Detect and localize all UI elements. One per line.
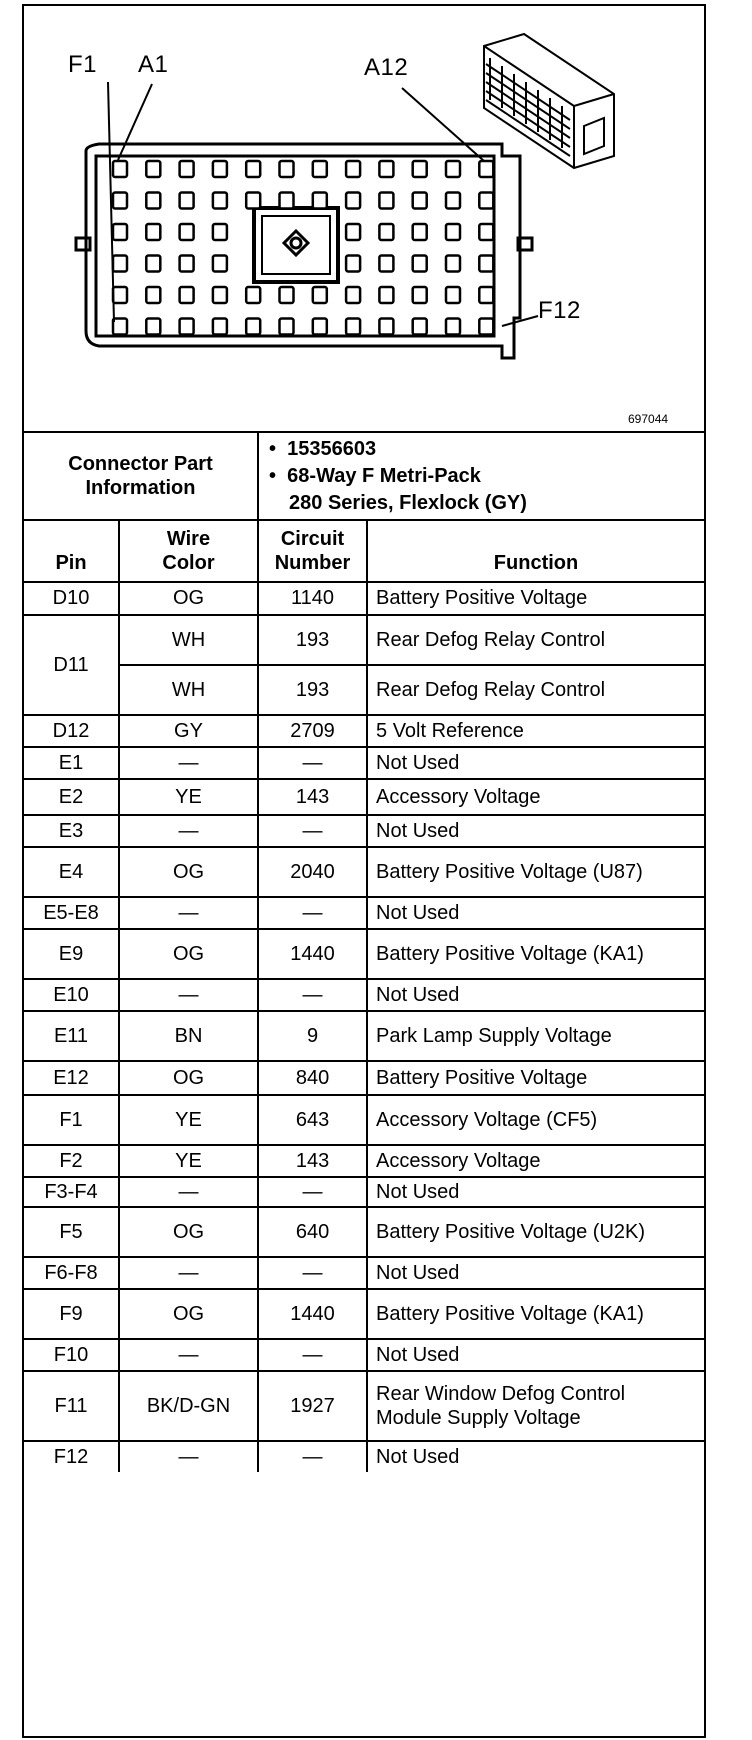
a1-leader — [118, 84, 152, 160]
circuit-number-cell: 143 — [258, 779, 367, 815]
table-row — [24, 779, 704, 815]
pin-cavity — [446, 287, 460, 303]
pin-cavity — [213, 319, 227, 335]
pin-cavity — [446, 161, 460, 177]
pin-cavity — [413, 319, 427, 335]
center-lock-diamond — [284, 231, 308, 255]
circuit-number-cell: 1140 — [258, 582, 367, 615]
table-row — [24, 747, 704, 779]
wire-color-cell: GY — [119, 715, 258, 747]
part-number-line — [269, 436, 694, 463]
pin-cell: D12 — [24, 715, 119, 747]
wire-color-cell: WH — [119, 665, 258, 715]
function-cell: Battery Positive Voltage (U87) — [367, 847, 704, 897]
pin-cavity — [379, 319, 393, 335]
pin-cavity — [413, 256, 427, 272]
function-cell: Not Used — [367, 1257, 704, 1289]
description-line-1 — [269, 463, 694, 490]
wire-color-cell: — — [119, 747, 258, 779]
pin-cell: E12 — [24, 1061, 119, 1095]
pin-cell: D10 — [24, 582, 119, 615]
pin-cavity — [313, 319, 327, 335]
iso-latch — [584, 118, 604, 154]
pin-cell: F11 — [24, 1371, 119, 1441]
table-row — [24, 1095, 704, 1145]
pin-cavity — [280, 161, 294, 177]
wire-color-cell: OG — [119, 1207, 258, 1257]
pin-cavity — [180, 161, 194, 177]
function-cell: Battery Positive Voltage (KA1) — [367, 1289, 704, 1339]
pin-cell: E9 — [24, 929, 119, 979]
bullet: • — [269, 464, 277, 487]
function-cell: Park Lamp Supply Voltage — [367, 1011, 704, 1061]
function-cell: Accessory Voltage (CF5) — [367, 1095, 704, 1145]
wire-color-cell: — — [119, 1441, 258, 1472]
circuit-number-cell: 143 — [258, 1145, 367, 1177]
circuit-number-cell: 2040 — [258, 847, 367, 897]
wire-color-cell: OG — [119, 1289, 258, 1339]
function-cell: Not Used — [367, 1177, 704, 1207]
table-row — [24, 665, 704, 715]
part-number: 15356603 — [287, 437, 377, 460]
table-row — [24, 1371, 704, 1441]
circuit-number-cell: 2709 — [258, 715, 367, 747]
a12-leader — [402, 88, 484, 161]
circuit-number-cell: — — [258, 979, 367, 1011]
pin-cavity — [113, 287, 127, 303]
wire-color-header-line-1: Wire — [166, 527, 211, 550]
pin-cavity — [246, 287, 260, 303]
circuit-number-cell: 640 — [258, 1207, 367, 1257]
circuit-number-cell: — — [258, 815, 367, 847]
circuit-number-cell: — — [258, 1257, 367, 1289]
circuit-number-column-header — [258, 520, 367, 582]
pin-cavity — [346, 224, 360, 240]
pin-cavity — [479, 287, 493, 303]
pin-cell: F1 — [24, 1095, 119, 1145]
pin-cavity — [379, 256, 393, 272]
wire-color-cell: — — [119, 1257, 258, 1289]
pin-cavity — [379, 193, 393, 209]
pin-cavity — [346, 256, 360, 272]
connector-info-row — [24, 432, 704, 520]
pin-cavity — [313, 161, 327, 177]
connector-end-view-sheet — [22, 4, 706, 1738]
connector-info-label: Connector Part Information — [24, 432, 258, 520]
pin-cell: F6-F8 — [24, 1257, 119, 1289]
pin-cavity — [413, 287, 427, 303]
iso-row-line — [486, 73, 570, 129]
circuit-number-cell: — — [258, 1339, 367, 1371]
wire-color-cell: — — [119, 815, 258, 847]
pin-cavity — [146, 287, 160, 303]
pin-cavity — [313, 287, 327, 303]
function-cell: Rear Defog Relay Control — [367, 615, 704, 665]
pin-cavity — [479, 319, 493, 335]
pin-cavity — [246, 193, 260, 209]
pin-cavity — [413, 224, 427, 240]
pin-cavity — [146, 319, 160, 335]
wire-color-cell: YE — [119, 779, 258, 815]
function-cell: Rear Defog Relay Control — [367, 665, 704, 715]
pin-cavity — [379, 161, 393, 177]
pin-cell: F9 — [24, 1289, 119, 1339]
pin-cell: D11 — [24, 615, 119, 715]
connector-info-values — [258, 432, 704, 520]
wire-color-cell: YE — [119, 1145, 258, 1177]
pin-cell: E3 — [24, 815, 119, 847]
table-row — [24, 1441, 704, 1472]
circuit-number-cell: — — [258, 1177, 367, 1207]
wire-color-cell: OG — [119, 847, 258, 897]
function-cell: Battery Positive Voltage (U2K) — [367, 1207, 704, 1257]
pin-cavity — [180, 256, 194, 272]
table-row — [24, 1061, 704, 1095]
circuit-number-cell: — — [258, 747, 367, 779]
circuit-number-cell: 1440 — [258, 1289, 367, 1339]
table-row — [24, 1339, 704, 1371]
pin-cavity — [413, 193, 427, 209]
function-cell: Not Used — [367, 747, 704, 779]
pin-cavity — [213, 256, 227, 272]
pin-cavity — [280, 319, 294, 335]
pin-cell: F10 — [24, 1339, 119, 1371]
left-latch — [76, 238, 90, 250]
pin-cavity — [446, 224, 460, 240]
pin-cavity — [346, 287, 360, 303]
function-cell: Not Used — [367, 979, 704, 1011]
pin-cavity — [446, 256, 460, 272]
bullet: • — [269, 437, 277, 460]
function-cell: Not Used — [367, 815, 704, 847]
iso-row-line — [486, 64, 570, 120]
wire-color-column-header — [119, 520, 258, 582]
iso-row-line — [486, 82, 570, 138]
wire-color-cell: — — [119, 1339, 258, 1371]
table-row — [24, 1257, 704, 1289]
circuit-number-cell: 193 — [258, 665, 367, 715]
pin-cavity — [113, 224, 127, 240]
pin-cavity — [180, 319, 194, 335]
function-cell: Not Used — [367, 897, 704, 929]
center-lock-hub — [291, 238, 301, 248]
wire-color-header-line-2: Color — [162, 552, 215, 574]
wire-color-cell: OG — [119, 1061, 258, 1095]
pin-cavity — [479, 256, 493, 272]
circuit-number-cell: — — [258, 1441, 367, 1472]
table-row — [24, 1145, 704, 1177]
callout-f12: F12 — [538, 297, 581, 324]
pin-cavity — [146, 161, 160, 177]
circuit-number-cell: 193 — [258, 615, 367, 665]
pin-cell: E11 — [24, 1011, 119, 1061]
table-row — [24, 979, 704, 1011]
callout-a1: A1 — [138, 51, 169, 78]
function-column-header: Function — [367, 520, 704, 582]
wire-color-cell: — — [119, 1177, 258, 1207]
iso-row-line — [486, 91, 570, 147]
pin-cavity — [113, 319, 127, 335]
pin-cavity — [379, 287, 393, 303]
wire-color-cell: BN — [119, 1011, 258, 1061]
circuit-number-cell: — — [258, 897, 367, 929]
pin-cavity — [413, 161, 427, 177]
connector-housing — [76, 144, 532, 358]
pin-cell: E5-E8 — [24, 897, 119, 929]
pin-cell: F5 — [24, 1207, 119, 1257]
pin-cell: F2 — [24, 1145, 119, 1177]
circuit-number-cell: 840 — [258, 1061, 367, 1095]
connector-description-2: 280 Series, Flexlock (GY) — [289, 491, 527, 514]
pin-cavity — [346, 319, 360, 335]
pin-cavity — [446, 319, 460, 335]
pin-cell: E2 — [24, 779, 119, 815]
function-cell: Accessory Voltage — [367, 779, 704, 815]
table-row — [24, 1177, 704, 1207]
pin-column-header: Pin — [24, 520, 119, 582]
pin-cavity — [113, 193, 127, 209]
pin-cavity — [346, 193, 360, 209]
pin-cavity — [180, 224, 194, 240]
pin-cavity — [280, 287, 294, 303]
pin-cell: F3-F4 — [24, 1177, 119, 1207]
table-row — [24, 1207, 704, 1257]
wire-color-cell: OG — [119, 929, 258, 979]
pin-cavity — [379, 224, 393, 240]
connector-face-diagram — [24, 6, 704, 433]
circuit-number-cell: 643 — [258, 1095, 367, 1145]
pin-cavity — [146, 224, 160, 240]
pin-cavity — [213, 287, 227, 303]
pin-cavity — [479, 224, 493, 240]
connector-description-1: 68-Way F Metri-Pack — [287, 464, 481, 487]
figure-number: 697044 — [628, 412, 669, 426]
function-cell: 5 Volt Reference — [367, 715, 704, 747]
pin-cavity — [246, 161, 260, 177]
circuit-header-line-2: Number — [274, 552, 351, 574]
wire-color-cell: OG — [119, 582, 258, 615]
circuit-number-cell: 9 — [258, 1011, 367, 1061]
pin-cavity — [213, 224, 227, 240]
function-cell: Not Used — [367, 1441, 704, 1472]
callout-a12: A12 — [364, 54, 409, 81]
pin-cavity — [280, 193, 294, 209]
pin-cavity — [479, 161, 493, 177]
table-row — [24, 815, 704, 847]
pin-cavity — [446, 193, 460, 209]
pin-cavity — [146, 193, 160, 209]
column-header-row — [24, 520, 704, 582]
pin-cell: E10 — [24, 979, 119, 1011]
housing-inner-outline — [96, 156, 494, 336]
table-row — [24, 929, 704, 979]
pin-cavity — [246, 319, 260, 335]
function-cell: Accessory Voltage — [367, 1145, 704, 1177]
function-cell: Battery Positive Voltage (KA1) — [367, 929, 704, 979]
pin-cell: E1 — [24, 747, 119, 779]
function-cell: Battery Positive Voltage — [367, 1061, 704, 1095]
pin-cavity — [180, 193, 194, 209]
pinout-table — [24, 431, 704, 1472]
iso-row-line — [486, 100, 570, 156]
table-row — [24, 847, 704, 897]
center-lock-frame — [254, 208, 338, 282]
table-row — [24, 715, 704, 747]
circuit-number-cell: 1927 — [258, 1371, 367, 1441]
table-row — [24, 897, 704, 929]
center-lock-inner — [262, 216, 330, 274]
pin-cell: F12 — [24, 1441, 119, 1472]
pin-cavity — [113, 161, 127, 177]
wire-color-cell: BK/D-GN — [119, 1371, 258, 1441]
wire-color-cell: — — [119, 979, 258, 1011]
function-cell: Battery Positive Voltage — [367, 582, 704, 615]
table-row — [24, 582, 704, 615]
pin-cavity — [313, 193, 327, 209]
table-row — [24, 1289, 704, 1339]
pin-cavity — [113, 256, 127, 272]
function-cell: Rear Window Defog Control Module Supply Voltage — [367, 1371, 704, 1441]
table-row — [24, 1011, 704, 1061]
table-row — [24, 615, 704, 665]
circuit-number-cell: 1440 — [258, 929, 367, 979]
pin-cell: E4 — [24, 847, 119, 897]
circuit-header-line-1: Circuit — [280, 527, 345, 550]
function-cell: Not Used — [367, 1339, 704, 1371]
pin-cavity — [146, 256, 160, 272]
wire-color-cell: WH — [119, 615, 258, 665]
callout-f1: F1 — [68, 51, 98, 78]
wire-color-cell: YE — [119, 1095, 258, 1145]
pin-cavity — [213, 193, 227, 209]
pin-cavity — [346, 161, 360, 177]
pin-cavity — [479, 193, 493, 209]
pin-cavity — [213, 161, 227, 177]
wire-color-cell: — — [119, 897, 258, 929]
pin-cavity — [180, 287, 194, 303]
